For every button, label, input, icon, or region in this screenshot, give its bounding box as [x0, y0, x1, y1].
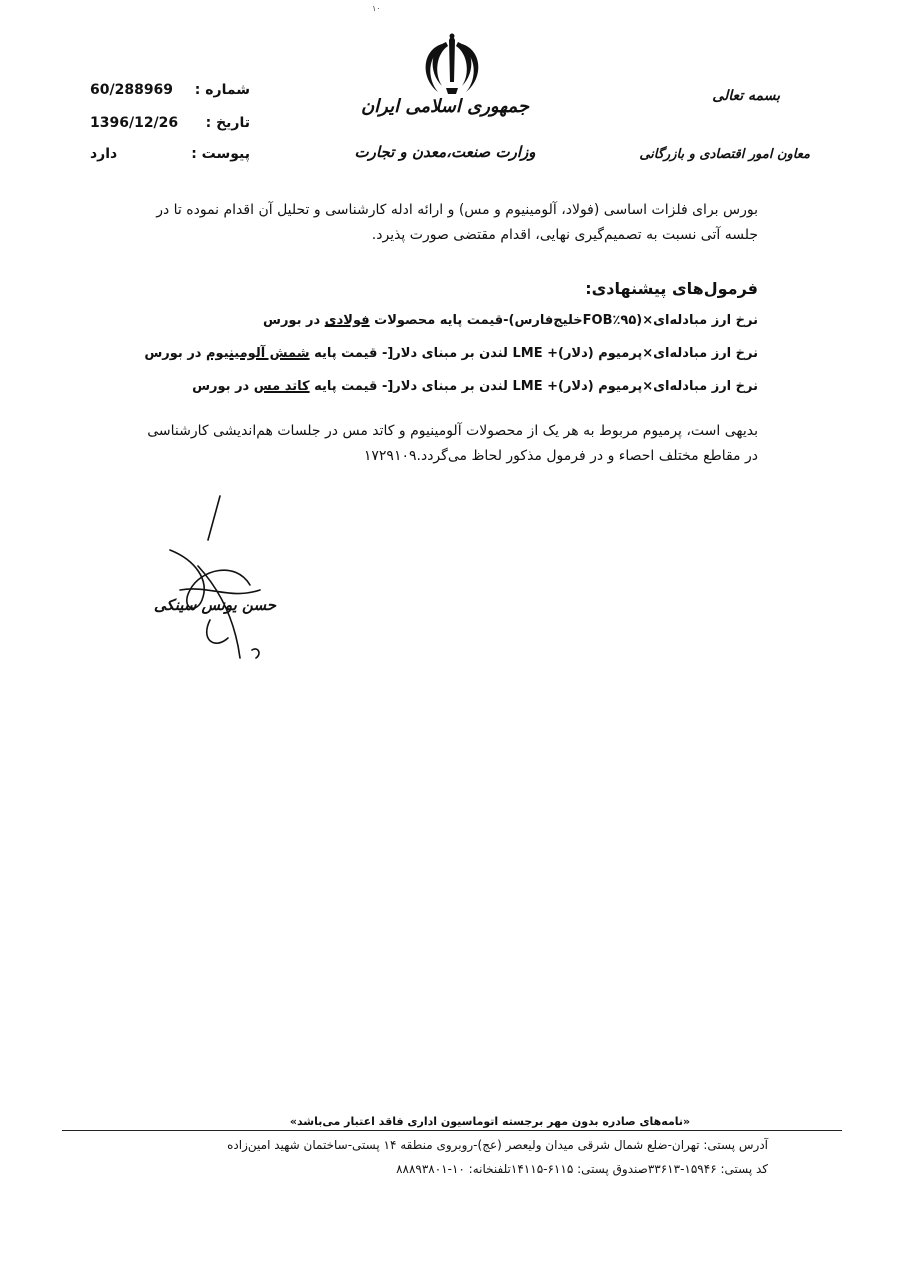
footer-postal-info: کد پستی: ۱۵۹۴۶-۳۳۶۱۳صندوق پستی: ۶۱۱۵-۱۴۱۱۵تلفنخانه: ۱۰-۸۸۸۹۳۸۰۱: [396, 1162, 768, 1176]
letter-date-value: 1396/12/26: [90, 115, 179, 131]
letter-attachment: [90, 146, 250, 162]
ministry-title: وزارت صنعت،معدن و تجارت: [354, 143, 536, 161]
footer-divider: [62, 1130, 842, 1131]
letter-attachment-value: دارد: [90, 146, 118, 162]
letter-number-label: شماره :: [194, 82, 250, 98]
footer-address: آدرس پستی: تهران-ضلع شمال شرقی میدان ولیعصر (عج)-روبروی منطقه ۱۴ پستی-ساختمان شهید امین‌زاده: [227, 1138, 768, 1152]
footer-validity-note: «نامه‌های صادره بدون مهر برجسته اتوماسیون اداری فاقد اعتبار می‌باشد»: [289, 1115, 691, 1128]
letter-attachment-label: پیوست :: [191, 146, 250, 162]
formulas-heading: فرمول‌های پیشنهادی:: [585, 279, 758, 298]
signature-scribble: [140, 490, 290, 670]
iran-emblem-icon: [412, 30, 492, 100]
letter-date-label: تاریخ :: [205, 115, 250, 131]
closing-paragraph: بدیهی است، پرمیوم مربوط به هر یک از محصولات آلومینیوم و کاتد مس در جلسات هم‌اندیشی کارشناسی در مقاطع مختلف احصاء و در فرمول مذکور لحاظ می‌گردد.۱۷۲۹۱۰۹: [147, 423, 758, 464]
intro-paragraph: بورس برای فلزات اساسی (فولاد، آلومینیوم و مس) و ارائه ادله کارشناسی و تحلیل آن اقدام نموده تا در جلسه آتی نسبت به تصمیم‌گیری نهایی، اقدام مقتضی صورت پذیرد.: [156, 202, 758, 243]
deputy-title: معاون امور اقتصادی و بازرگانی: [639, 147, 810, 162]
letter-number-value: 60/288969: [90, 82, 174, 98]
letter-date: [90, 115, 250, 131]
bismillah-text: بسمه تعالی: [712, 88, 780, 104]
signatory-name: حسن یونس سینکی: [153, 596, 277, 614]
formula-aluminium: نرخ ارز مبادله‌ای×پرمیوم (دلار)+ LME لندن بر مبنای دلار[- قیمت پایه شمش آلومینیوم در بورس: [144, 346, 758, 361]
scan-mark: ۱۰: [372, 4, 381, 13]
formula-copper: نرخ ارز مبادله‌ای×پرمیوم (دلار)+ LME لندن بر مبنای دلار[- قیمت پایه کاتد مس در بورس: [192, 379, 758, 394]
republic-title: جمهوری اسلامی ایران: [360, 96, 530, 117]
letter-number: [90, 82, 250, 98]
formula-steel: نرخ ارز مبادله‌ای×(FOB٪۹۵خلیج‌فارس)-قیمت پایه محصولات فولادی در بورس: [263, 313, 758, 328]
